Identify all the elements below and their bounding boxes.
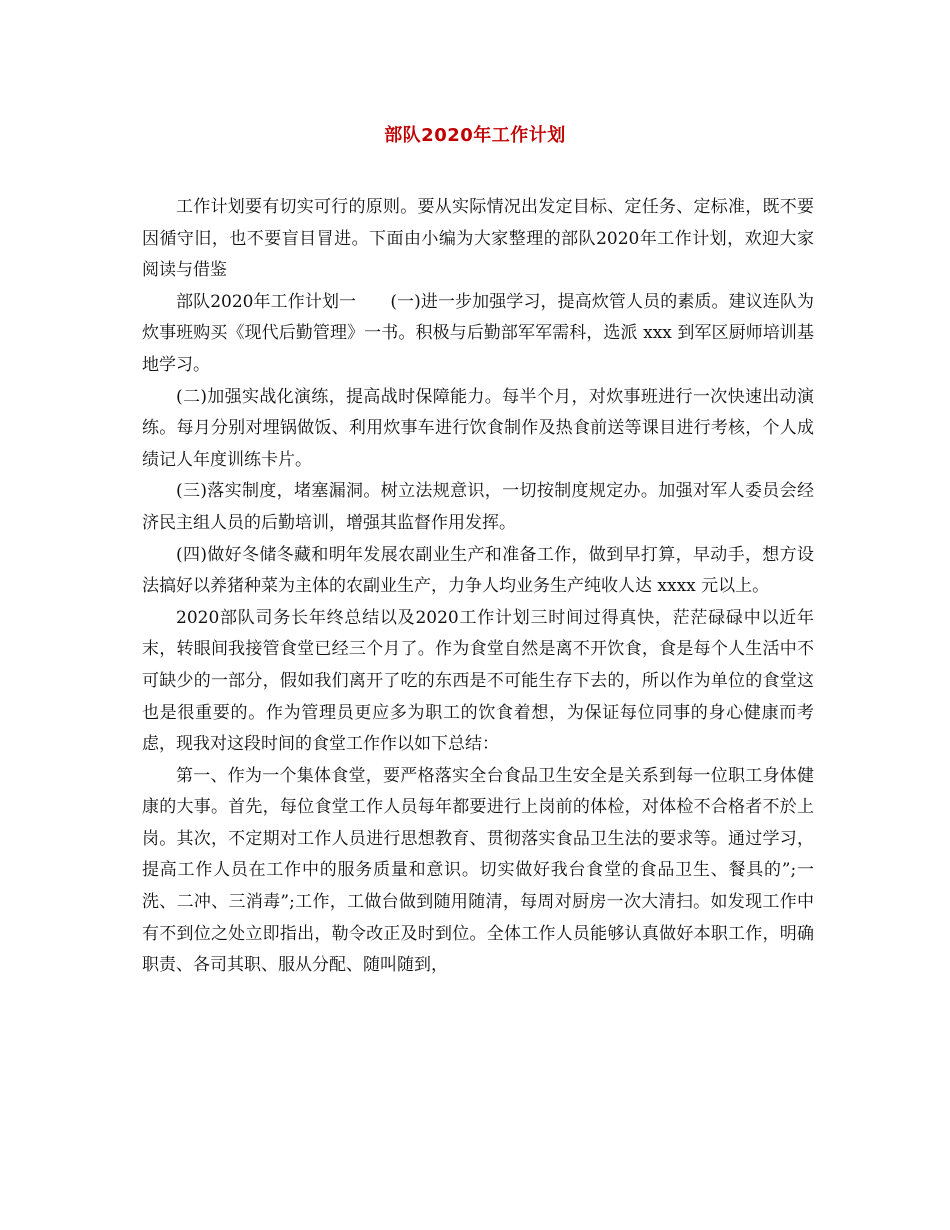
paragraph-item-three: (三)落实制度，堵塞漏洞。树立法规意识，一切按制度规定办。加强对军人委员会经济民主组人员的后勤培训，增强其监督作用发挥。 [142,481,814,533]
paragraph-item-four: (四)做好冬储冬藏和明年发展农副业生产和准备工作，做到早打算，早动手，想方设法搞好以养猪种菜为主体的农副业生产，力争人均业务生产纯收人达 xxxx 元以上。 [142,544,814,597]
page-title: 部队2020年工作计划 [384,125,566,146]
paragraph-plan-one: 部队2020年工作计划一 (一)进一步加强学习，提高炊管人员的素质。建议连队为炊事班购买《现代后勤管理》一书。积极与后勤部军军需科，选派 xxx 到军区厨师培训基地学习。 [142,291,814,375]
document-body [142,192,814,982]
paragraph-summary-three: 2020部队司务长年终总结以及2020工作计划三时间过得真快，茫茫碌碌中以近年末，转眼间我接管食堂已经三个月了。作为食堂自然是离不开饮食，食是每个人生活中不可缺少的一部分，假如我们离开了吃的东西是不可能生存下去的，所以作为单位的食堂这也是很重要的。作为管理员更应多为职工的饮食着想，为保证每位同事的身心健康而考虑，现我对这段时间的食堂工作作以如下总结： [142,607,814,755]
paragraph-item-two: (二)加强实战化演练，提高战时保障能力。每半个月，对炊事班进行一次快速出动演练。每月分别对埋锅做饭、利用炊事车进行饮食制作及热食前送等课目进行考核，个人成绩记人年度训练卡片。 [142,386,814,470]
paragraph-first-point: 第一、作为一个集体食堂，要严格落实全台食品卫生安全是关系到每一位职工身体健康的大事。首先，每位食堂工作人员每年都要进行上岗前的体检，对体检不合格者不於上岗。其次，不定期对工作人员进行思想教育、贯彻落实食品卫生法的要求等。通过学习，提高工作人员在工作中的服务质量和意识。切实做好我台食堂的食品卫生、餐具的”;一洗、二冲、三消毒”;工作，工做台做到随用随清，每周对厨房一次大清扫。如发现工作中有不到位之处立即指出，勒令改正及时到位。全体工作人员能够认真做好本职工作，明确职责、各司其职、服从分配、随叫随到， [142,765,814,976]
paragraph-intro: 工作计划要有切实可行的原则。要从实际情况出发定目标、定任务、定标准，既不要因循守旧，也不要盲目冒进。下面由小编为大家整理的部队2020年工作计划，欢迎大家阅读与借鉴 [142,197,814,281]
